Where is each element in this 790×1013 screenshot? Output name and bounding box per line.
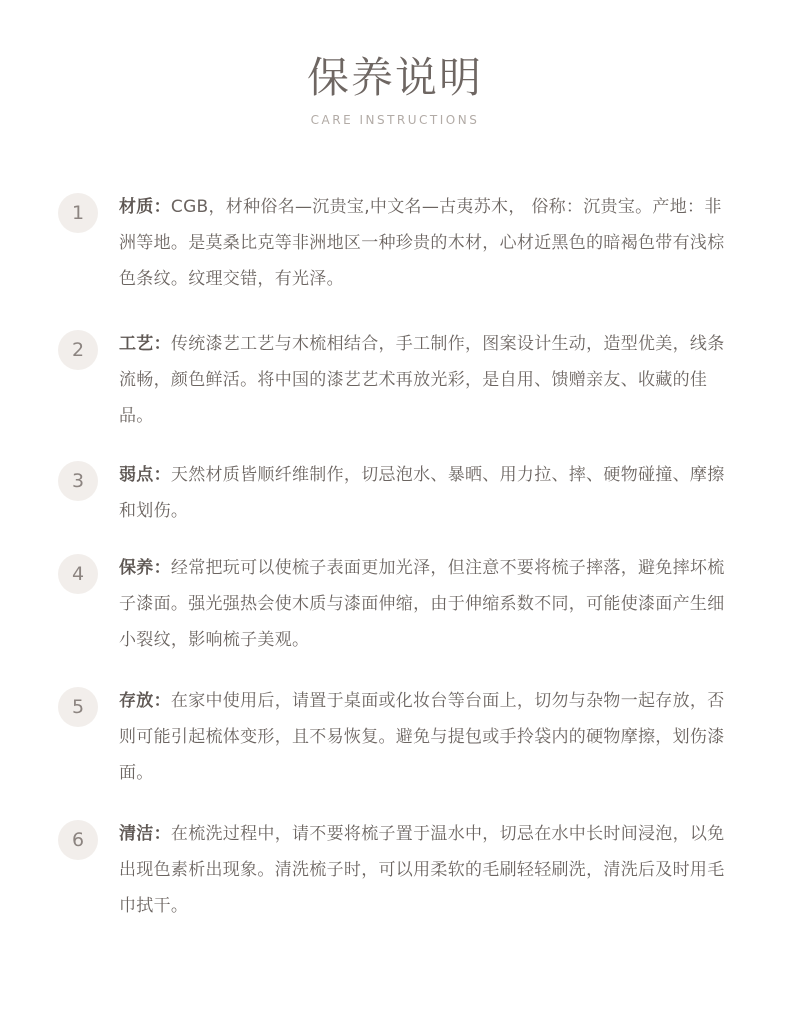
instruction-text (119, 189, 729, 297)
step-number-badge: 1 (58, 193, 98, 233)
instruction-label: 保养： (119, 558, 171, 578)
instruction-label: 材质： (119, 197, 171, 217)
instruction-body: 在梳洗过程中，请不要将梳子置于温水中，切忌在水中长时间浸泡，以免出现色素析出现象。清洗梳子时，可以用柔软的毛刷轻轻刷洗，清洗后及时用毛巾拭干。 (119, 824, 725, 916)
page-subtitle: CARE INSTRUCTIONS (310, 113, 480, 127)
step-number-badge: 5 (58, 687, 98, 727)
instruction-label: 弱点： (119, 465, 171, 485)
instruction-body: 传统漆艺工艺与木梳相结合，手工制作，图案设计生动，造型优美，线条流畅，颜色鲜活。将中国的漆艺艺术再放光彩，是自用、馈赠亲友、收藏的佳品。 (119, 334, 725, 426)
instruction-label: 工艺： (119, 334, 171, 354)
instruction-text (119, 457, 729, 529)
instruction-text (119, 550, 729, 658)
instruction-text (119, 683, 729, 791)
step-number-badge: 4 (58, 554, 98, 594)
instruction-text (119, 816, 729, 924)
instruction-body: 天然材质皆顺纤维制作，切忌泡水、暴晒、用力拉、摔、硬物碰撞、摩擦和划伤。 (119, 465, 725, 521)
step-number-badge: 3 (58, 461, 98, 501)
step-number-badge: 2 (58, 330, 98, 370)
page-title: 保养说明 (306, 53, 483, 102)
instruction-body: CGB，材种俗名—沉贵宝,中文名—古夷苏木， 俗称：沉贵宝。产地：非洲等地。是莫桑比克等非洲地区一种珍贵的木材，心材近黑色的暗褐色带有浅棕色条纹。纹理交错，有光泽。 (119, 197, 725, 289)
instruction-text (119, 326, 729, 434)
instruction-body: 经常把玩可以使梳子表面更加光泽，但注意不要将梳子摔落，避免摔坏梳子漆面。强光强热会使木质与漆面伸缩，由于伸缩系数不同，可能使漆面产生细小裂纹，影响梳子美观。 (119, 558, 725, 650)
instruction-label: 清洁： (119, 824, 171, 844)
step-number-badge: 6 (58, 820, 98, 860)
instruction-body: 在家中使用后，请置于桌面或化妆台等台面上，切勿与杂物一起存放，否则可能引起梳体变形，且不易恢复。避免与提包或手拎袋内的硬物摩擦，划伤漆面。 (119, 691, 725, 783)
instruction-label: 存放： (119, 691, 171, 711)
